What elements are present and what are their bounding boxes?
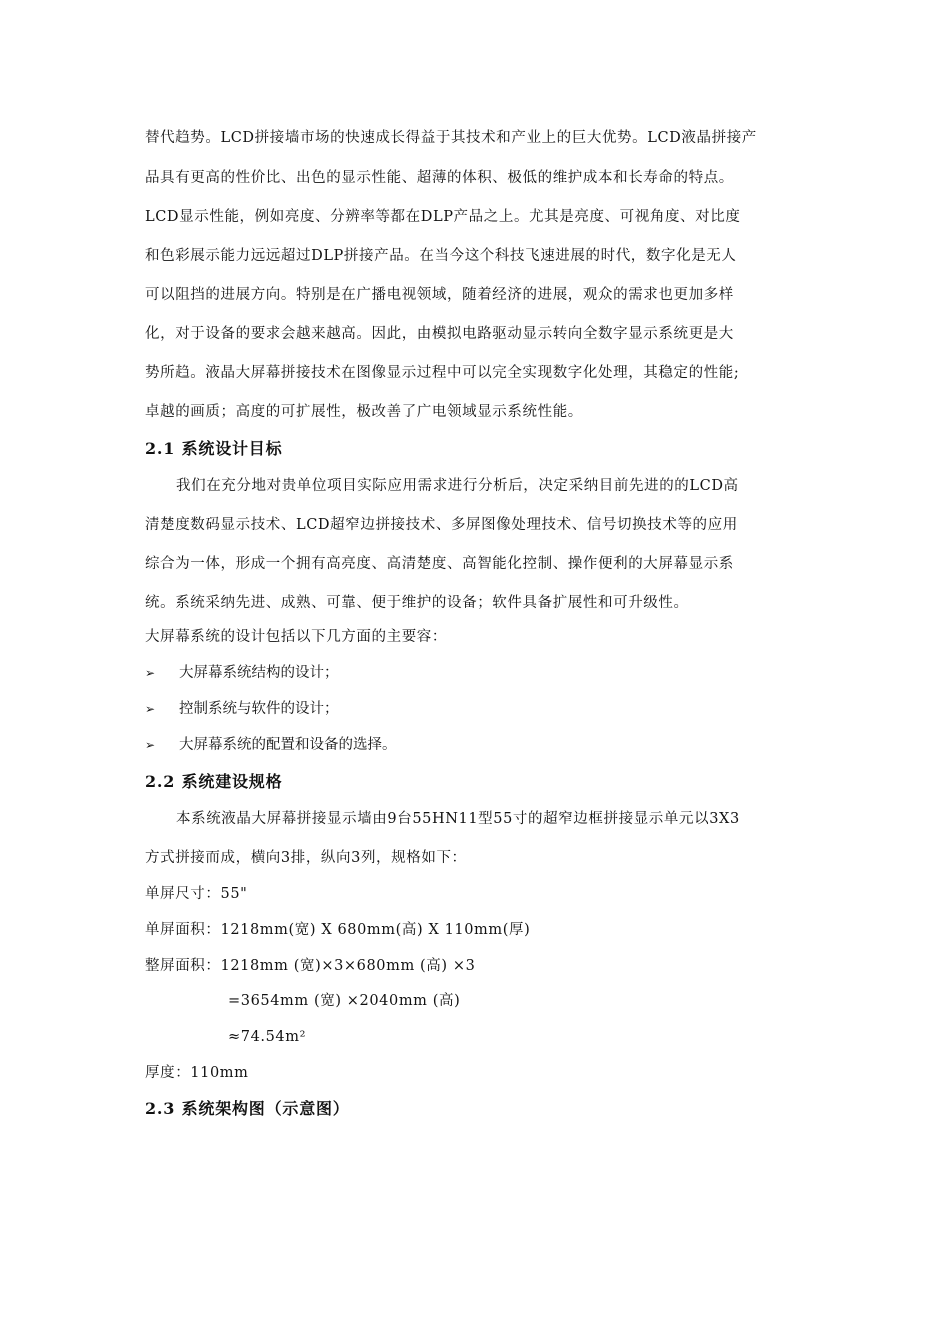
section-heading-2-1: 2.1 系统设计目标 [145, 439, 283, 458]
paragraph-line: 化，对于设备的要求会越来越高。因此，由模拟电路驱动显示转向全数字显示系统更是大 [145, 326, 734, 342]
paragraph-line: 势所趋。液晶大屏幕拼接技术在图像显示过程中可以完全实现数字化处理，其稳定的性能; [145, 365, 740, 381]
list-item-text: 控制系统与软件的设计； [179, 701, 339, 717]
paragraph-line: 统。系统采纳先进、成熟、可靠、便于维护的设备；软件具备扩展性和可升级性。 [145, 595, 689, 611]
spec-line: 整屏面积：1218mm (宽)×3×680mm (高) ×3 [145, 958, 476, 974]
paragraph-line: 我们在充分地对贵单位项目实际应用需求进行分析后，决定采纳目前先进的的LCD高 [176, 478, 739, 494]
list-item-text: 大屏幕系统结构的设计； [179, 665, 339, 681]
section-heading-2-3: 2.3 系统架构图（示意图） [145, 1099, 350, 1118]
calc-line: ≈74.54m² [228, 1029, 307, 1045]
arrow-bullet-icon: ➢ [145, 738, 156, 752]
paragraph-line: 替代趋势。LCD拼接墙市场的快速成长得益于其技术和产业上的巨大优势。LCD液晶拼接产 [145, 130, 757, 146]
arrow-bullet-icon: ➢ [145, 702, 156, 716]
list-intro: 大屏幕系统的设计包括以下几方面的主要容： [145, 629, 447, 645]
list-item [145, 735, 397, 755]
spec-line: 厚度：110mm [145, 1065, 249, 1081]
spec-line: 单屏面积：1218mm(宽) X 680mm(高) X 110mm(厚) [145, 922, 531, 938]
paragraph-line: 方式拼接而成，横向3排，纵向3列，规格如下： [145, 850, 467, 866]
list-item [145, 699, 339, 719]
section-heading-2-2: 2.2 系统建设规格 [145, 772, 283, 791]
list-item-text: 大屏幕系统的配置和设备的选择。 [179, 737, 397, 753]
paragraph-line: 卓越的画质；高度的可扩展性，极改善了广电领域显示系统性能。 [145, 404, 583, 420]
paragraph-line: 本系统液晶大屏幕拼接显示墙由9台55HN11型55寸的超窄边框拼接显示单元以3X3 [176, 811, 740, 827]
list-item [145, 663, 339, 683]
paragraph-line: LCD显示性能，例如亮度、分辨率等都在DLP产品之上。尤其是亮度、可视角度、对比度 [145, 209, 741, 225]
spec-line: 单屏尺寸：55" [145, 886, 248, 902]
paragraph-line: 品具有更高的性价比、出色的显示性能、超薄的体积、极低的维护成本和长寿命的特点。 [145, 170, 734, 186]
calc-line: =3654mm (宽) ×2040mm (高) [228, 993, 461, 1009]
arrow-bullet-icon: ➢ [145, 666, 156, 680]
paragraph-line: 和色彩展示能力远远超过DLP拼接产品。在当今这个科技飞速进展的时代，数字化是无人 [145, 248, 737, 264]
paragraph-line: 清楚度数码显示技术、LCD超窄边拼接技术、多屏图像处理技术、信号切换技术等的应用 [145, 517, 738, 533]
paragraph-line: 可以阻挡的进展方向。特别是在广播电视领域，随着经济的进展，观众的需求也更加多样 [145, 287, 734, 303]
paragraph-line: 综合为一体，形成一个拥有高亮度、高清楚度、高智能化控制、操作便利的大屏幕显示系 [145, 556, 734, 572]
